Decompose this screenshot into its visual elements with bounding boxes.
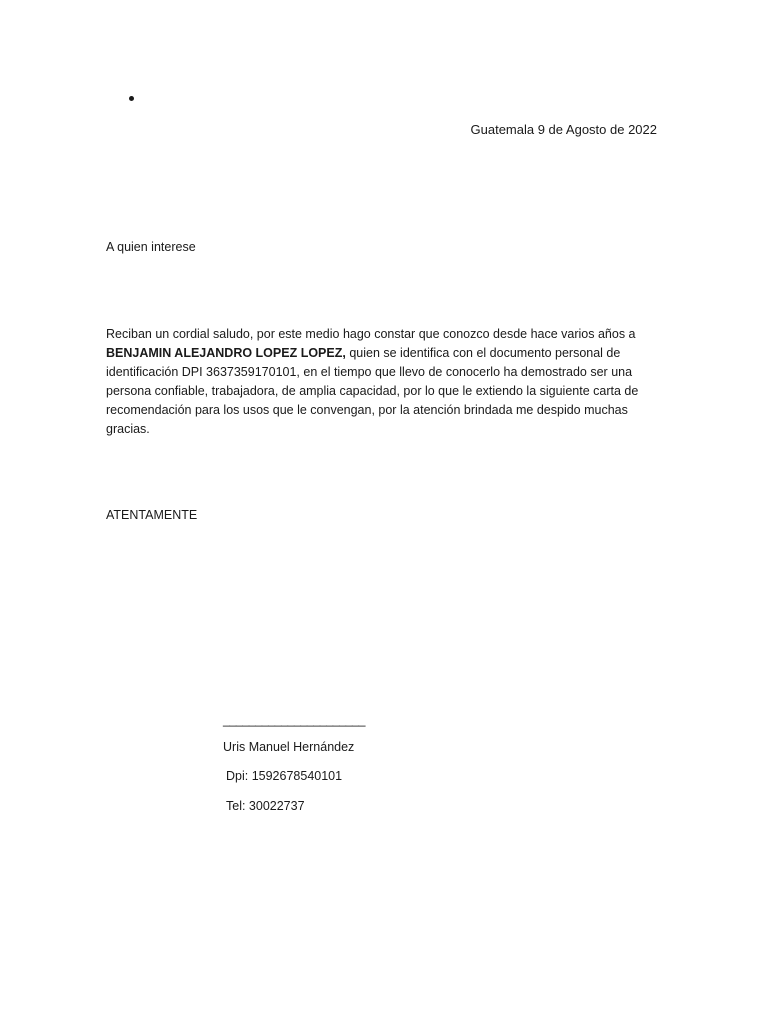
- signer-dpi: Dpi: 1592678540101: [226, 769, 343, 783]
- signature-line: ______________________: [223, 713, 365, 727]
- letter-closing: ATENTAMENTE: [106, 508, 198, 522]
- letter-date: Guatemala 9 de Agosto de 2022: [470, 122, 657, 137]
- recommended-person-name: BENJAMIN ALEJANDRO LOPEZ LOPEZ,: [106, 346, 346, 360]
- signer-phone: Tel: 30022737: [226, 799, 305, 813]
- body-text-intro: Reciban un cordial saludo, por este medio hago constar que conozco desde hace varios años a: [106, 327, 636, 341]
- signer-name: Uris Manuel Hernández: [223, 740, 355, 754]
- body-text-rest: quien se identifica con el documento personal de identificación DPI 3637359170101, en el tiempo que llevo de conocerlo ha demostrado ser una persona confiable, trabajadora, de amplia capacidad, por lo que le extiendo la siguiente carta de recomendación para los usos que le convengan, por la atención brindada me despido muchas gracias.: [106, 346, 639, 436]
- letter-greeting: A quien interese: [106, 240, 196, 254]
- letter-body: [106, 325, 666, 439]
- bullet-point: [129, 96, 134, 101]
